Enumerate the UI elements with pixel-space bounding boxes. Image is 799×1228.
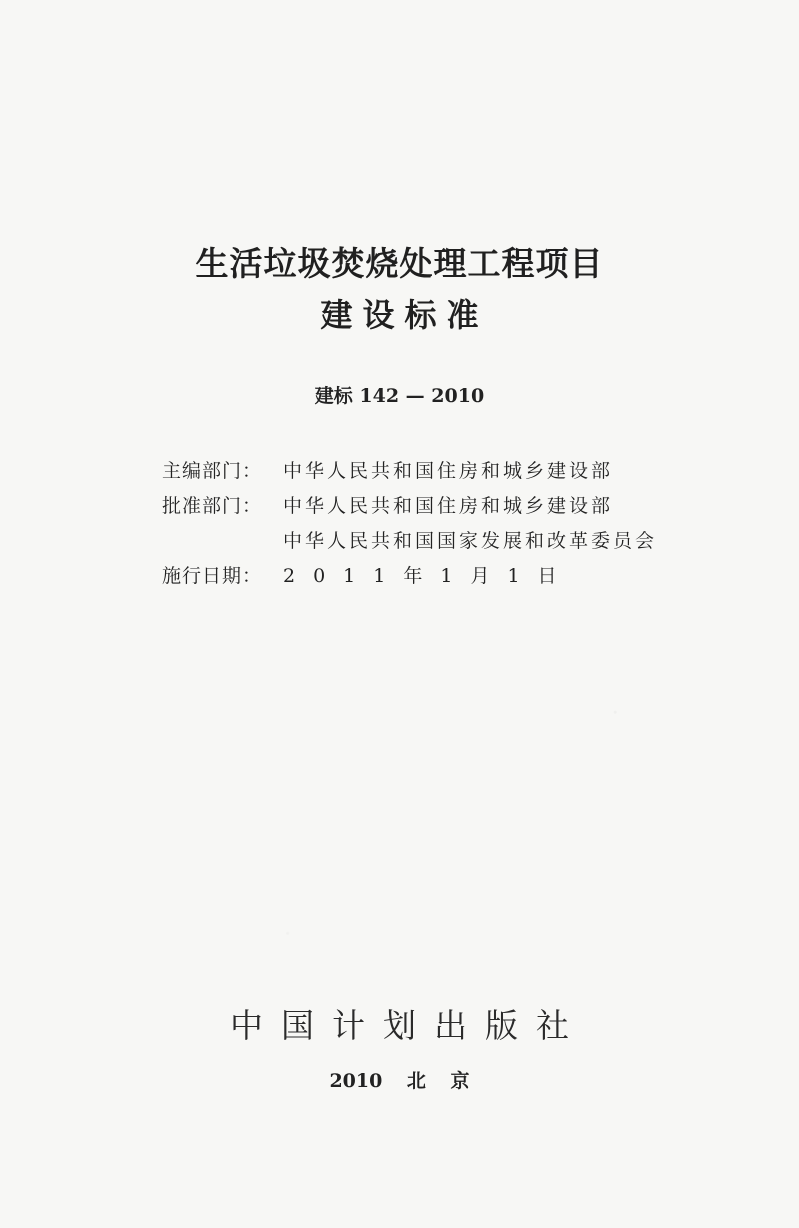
publication-imprint: 2010 北 京 xyxy=(329,1070,470,1092)
chief-editor-label: 主编部门： xyxy=(162,460,263,482)
chief-editor-value: 中华人民共和国住房和城乡建设部 xyxy=(283,460,614,482)
effective-date-value: 2011年1月1日 xyxy=(283,565,575,587)
chief-editor-row xyxy=(162,454,702,489)
approval-label: 批准部门： xyxy=(162,495,263,517)
approval-value-2: 中华人民共和国国家发展和改革委员会 xyxy=(283,530,658,552)
document-title-line-2: 建设标准 xyxy=(320,296,489,334)
standard-code: 建标 142 — 2010 xyxy=(314,385,485,407)
document-title-line-1: 生活垃圾焚烧处理工程项目 xyxy=(195,244,604,283)
publisher-name: 中国计划出版社 xyxy=(230,1006,587,1045)
approval-value-1: 中华人民共和国住房和城乡建设部 xyxy=(283,495,614,517)
effective-date-label: 施行日期： xyxy=(162,565,263,587)
document-metadata xyxy=(162,454,702,594)
effective-date-row xyxy=(162,559,702,594)
approval-continuation-row xyxy=(162,524,702,559)
approval-row xyxy=(162,489,702,524)
